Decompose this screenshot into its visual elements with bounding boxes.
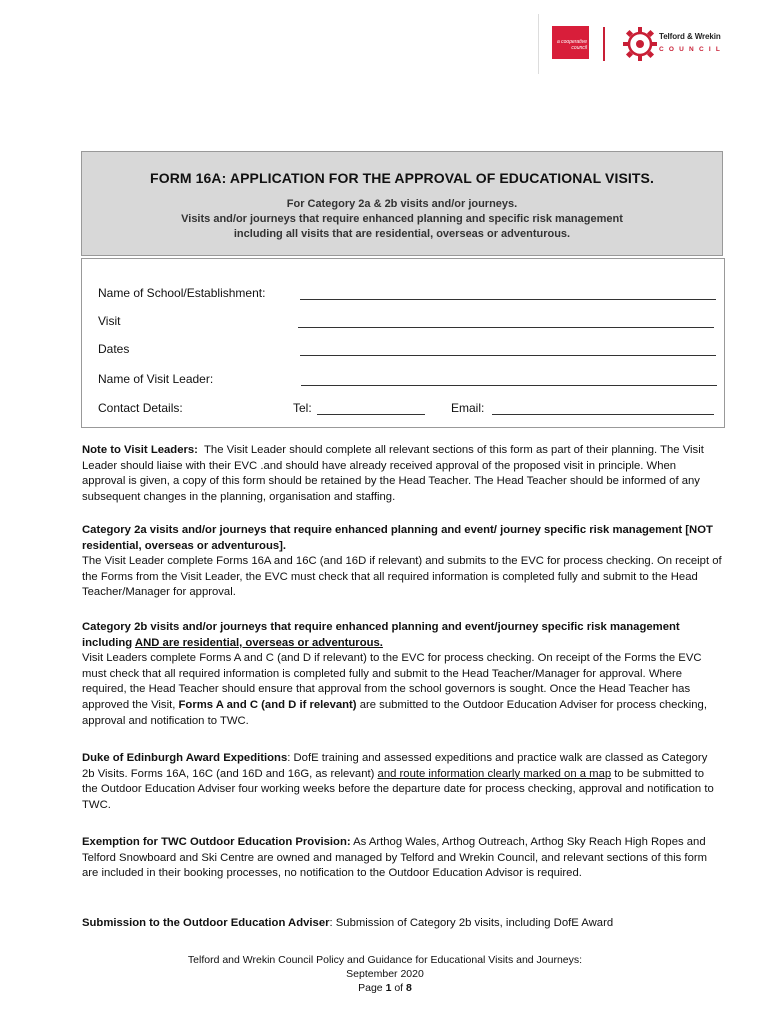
form-title: FORM 16A: APPLICATION FOR THE APPROVAL OF EDUCATIONAL VISITS. [150,170,654,186]
telford-wrekin-wordmark [659,32,725,53]
twc-council: COUNCIL [659,46,726,53]
cooperative-council-logo [552,26,589,59]
visit-field[interactable] [298,326,714,328]
cat2a-text: The Visit Leader complete Forms 16A and 16C (and 16D if relevant) and submits to the EVC for process checking. On receipt of the Forms from the Visit Leader, the EVC must check that all required information is completed fully and submit to the Head Teacher/Manager for approval. [82,555,722,599]
twc-name: Telford & Wrekin [659,32,721,41]
email-field[interactable] [492,413,714,415]
cat2b-heading-underlined: AND are residential, overseas or adventurous. [134,636,383,649]
visit-label: Visit [98,314,121,328]
cat2b-heading: Category 2b visits and/or journeys that require enhanced planning and event/journey specific risk management including [82,621,680,649]
form-title-box [81,151,723,256]
note-heading: Note to Visit Leaders: [82,444,198,456]
coop-logo-line-1: a cooperative [556,39,587,45]
note-text: The Visit Leader should complete all relevant sections of this form as part of their planning. The Visit Leader should liaise with their EVC .and should have already received approval of the proposed visit in principle. When approval is given, a copy of this form should be retained by the Head Teacher. The Head Teacher should be informed of any subsequent changes in the planning, organisation and staffing. [82,444,704,503]
dofe-text-a: : DofE training and assessed expeditions and practice walk are classed as Category 2b Visits. Forms 16A, 16C (and 16D and 16G, as relevant) [82,752,708,780]
submission-text: : Submission of Category 2b visits, including DofE Award [329,917,614,929]
header-separator [538,14,539,74]
cat2b-text-bold: Forms A and C (and D if relevant) [178,698,357,711]
page-prefix: Page [358,982,386,994]
coop-logo-line-2: council [571,45,587,51]
telford-wrekin-crest-icon [622,26,658,62]
visit-leader-label: Name of Visit Leader: [98,372,214,386]
page-total: 8 [406,982,412,994]
footer-line-1: Telford and Wrekin Council Policy and Guidance for Educational Visits and Journeys: [187,954,583,966]
tel-field[interactable] [317,413,425,415]
page-current: 1 [385,982,392,994]
visit-leader-field[interactable] [301,384,717,386]
cat2b-section [82,620,722,729]
logo-divider [603,27,605,61]
dofe-text-b: to be submitted to the Outdoor Education Adviser four working weeks before the departure date for process checking, approval and notification to TWC. [82,767,714,811]
footer-line-2: September 2020 [346,968,424,980]
dates-field[interactable] [300,354,716,356]
email-label: Email: [451,401,485,415]
exemption-heading: Exemption for TWC Outdoor Education Provision: [82,836,351,848]
note-paragraph [82,443,722,505]
dofe-heading: Duke of Edinburgh Award Expeditions [82,752,288,764]
title-subline-2: Visits and/or journeys that require enhanced planning and specific risk management [181,213,623,225]
submission-heading: Submission to the Outdoor Education Adviser [82,917,330,929]
contact-details-label: Contact Details: [98,401,183,415]
page-of: of [391,982,407,994]
title-subline-1: For Category 2a & 2b visits and/or journeys. [286,198,518,210]
exemption-text: As Arthog Wales, Arthog Outreach, Arthog Sky Reach High Ropes and Telford Snowboard and Ski Centre are owned and managed by Telford and Wrekin Council, and relevant sections of this form are included in their booking processes, no notification to the Outdoor Education Advisor is required. [82,836,708,880]
cat2a-section [82,523,722,601]
submission-paragraph [82,916,722,932]
page-number [0,981,770,995]
footer [0,953,770,995]
school-name-field[interactable] [300,298,716,300]
cat2a-heading: Category 2a visits and/or journeys that require enhanced planning and event/ journey specific risk management [NOT residential, overseas or adventurous]. [82,524,713,552]
exemption-paragraph [82,835,722,882]
cat2b-text-b: are submitted to the Outdoor Education Adviser for process checking, approval and notification to TWC. [82,698,707,727]
dofe-text-underlined: and route information clearly marked on a map [377,767,612,780]
cat2b-text-a: Visit Leaders complete Forms A and C (and D if relevant) to the EVC for process checking. On receipt of the Forms the EVC must check that all required information is completed fully and submit to the Head Teacher/Manager for approval. Where required, the Head Teacher should ensure that approval from the school governors is sought. Once the Head Teacher has approved the Visit, [82,652,702,711]
title-subline-3: including all visits that are residential, overseas or adventurous. [233,228,571,240]
dates-label: Dates [98,342,130,356]
school-name-label: Name of School/Establishment: [98,286,266,300]
tel-label: Tel: [293,401,312,415]
dofe-paragraph [82,751,722,813]
